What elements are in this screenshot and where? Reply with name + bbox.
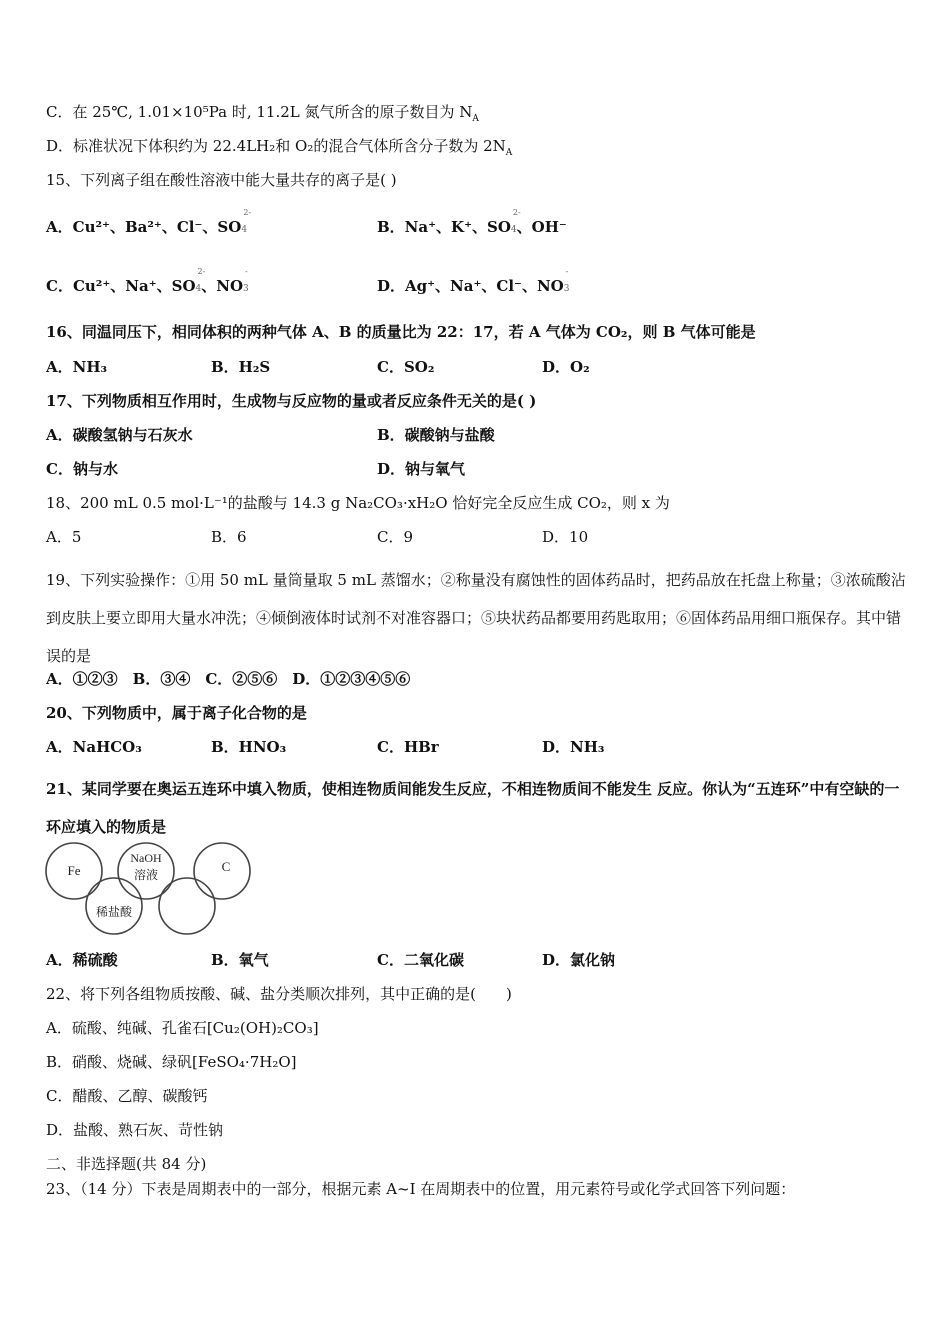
- q21-stem: 21、某同学要在奥运五连环中填入物质，使相连物质间能发生反应，不相连物质间不能发生 反应。你认为“五连环”中有空缺的一环应填入的物质是: [46, 780, 900, 836]
- q22-option-d: D．盐酸、熟石灰、苛性钠: [46, 1121, 224, 1139]
- q20-option-c: C．HBr: [377, 738, 439, 756]
- q16-option-b: B．H₂S: [211, 358, 271, 376]
- ring-label-c: C: [221, 859, 231, 874]
- q19-stem: 19、下列实验操作：①用 50 mL 量筒量取 5 mL 蒸馏水；②称量没有腐蚀性的固体药品时，把药品放在托盘上称量；③浓硫酸沾到皮肤上要立即用大量水冲洗；④倾倒液体时试剂不对准容器口；⑤块状药品都要用药匙取用；⑥固体药品用细口瓶保存。其中错误的是: [46, 571, 906, 665]
- ring-label-hcl: 稀盐酸: [95, 905, 133, 919]
- q18-option-b: B．6: [211, 528, 247, 546]
- q16-option-a: A．NH₃: [46, 358, 108, 376]
- q21-option-c: C．二氧化碳: [377, 951, 464, 969]
- ring-blank: [159, 878, 215, 934]
- q14-option-d: D．标准状况下体积约为 22.4LH₂和 O₂的混合气体所含分子数为 $2N_A$: [46, 137, 513, 158]
- q22-option-b: B．硝酸、烧碱、绿矾[FeSO₄·7H₂O]: [46, 1053, 297, 1071]
- q17-option-d: D．钠与氧气: [377, 460, 466, 478]
- q22-option-c: C．醋酸、乙醇、碳酸钙: [46, 1087, 208, 1105]
- q20-stem: 20、下列物质中，属于离子化合物的是: [46, 704, 307, 722]
- ring-label-naoh: NaOH: [130, 851, 162, 865]
- ring-label-solution: 溶液: [133, 868, 159, 882]
- olympic-rings-diagram: [44, 838, 259, 938]
- section-title: 二、非选择题(共 84 分): [46, 1155, 207, 1173]
- q21-option-b: B．氧气: [211, 951, 269, 969]
- q18-option-a: A．5: [46, 528, 82, 546]
- q21-option-d: D．氯化钠: [542, 951, 616, 969]
- q18-option-d: D．10: [542, 528, 589, 546]
- q15-stem: 15、下列离子组在酸性溶液中能大量共存的离子是( ): [46, 171, 397, 189]
- q22-option-a: A．硫酸、纯碱、孔雀石[Cu₂(OH)₂CO₃]: [46, 1019, 319, 1037]
- q17-option-b: B．碳酸钠与盐酸: [377, 426, 495, 444]
- q17-option-c: C．钠与水: [46, 460, 118, 478]
- q15-option-a: A．Cu²⁺、Ba²⁺、Cl⁻、SO 2- 4: [46, 208, 252, 236]
- q20-option-b: B．HNO₃: [211, 738, 287, 756]
- q16-option-d: D．O₂: [542, 358, 590, 376]
- q18-option-c: C．9: [377, 528, 414, 546]
- q14-option-c: C．在 25℃, 1.01×10⁵Pa 时, 11.2L 氮气所含的原子数目为 $N_A$: [46, 103, 479, 124]
- ring-label-fe: Fe: [67, 863, 81, 878]
- q22-stem: 22、将下列各组物质按酸、碱、盐分类顺次排列，其中正确的是( ): [46, 985, 512, 1003]
- q18-stem: 18、200 mL 0.5 mol·L⁻¹的盐酸与 14.3 g Na₂CO₃·xH₂O 恰好完全反应生成 CO₂，则 x 为: [46, 494, 670, 512]
- q15-option-c: C．Cu²⁺、Na⁺、SO 2- 4、NO - 3: [46, 267, 249, 295]
- q16-stem: 16、同温同压下，相同体积的两种气体 A、B 的质量比为 22：17，若 A 气体为 CO₂，则 B 气体可能是: [46, 323, 756, 341]
- q16-option-c: C．SO₂: [377, 358, 435, 376]
- q20-option-d: D．NH₃: [542, 738, 605, 756]
- q21-option-a: A．稀硫酸: [46, 951, 118, 969]
- q15-option-b: B．Na⁺、K⁺、SO 2- 4、OH⁻: [377, 208, 567, 236]
- q15-option-d: D．Ag⁺、Na⁺、Cl⁻、NO - 3: [377, 267, 570, 295]
- q17-stem: 17、下列物质相互作用时，生成物与反应物的量或者反应条件无关的是( ): [46, 392, 537, 410]
- q23-stem: 23、（14 分）下表是周期表中的一部分，根据元素 A~I 在周期表中的位置，用元素符号或化学式回答下列问题：: [46, 1180, 796, 1198]
- q20-option-a: A．NaHCO₃: [46, 738, 142, 756]
- q19-options: A．①②③ B．③④ C．②⑤⑥ D．①②③④⑤⑥: [46, 670, 411, 688]
- q17-option-a: A．碳酸氢钠与石灰水: [46, 426, 193, 444]
